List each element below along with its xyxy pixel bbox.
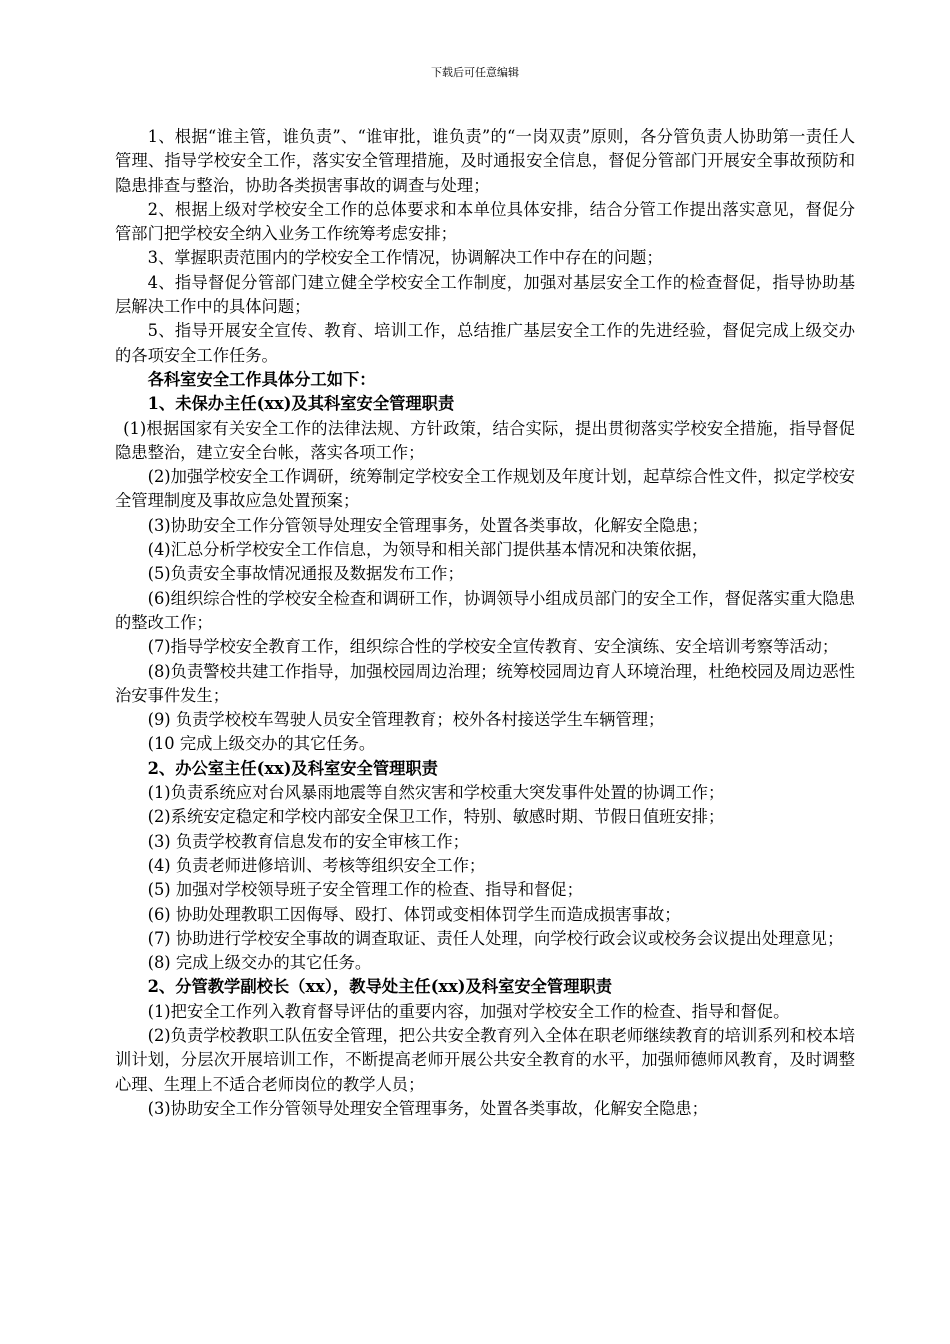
- paragraph: (9) 负责学校校车驾驶人员安全管理教育；校外各村接送学生车辆管理；: [147, 710, 665, 730]
- paragraph: 4、指导督促分管部门建立健全学校安全工作制度，加强对基层安全工作的检查督促，指导协助基层解决工作中的具体问题；: [115, 272, 855, 317]
- section-heading: 1、未保办主任(xx)及其科室安全管理职责: [147, 394, 455, 414]
- paragraph: (1)根据国家有关安全工作的法律法规、方针政策，结合实际，提出贯彻落实学校安全措施，指导督促隐患整治，建立安全台帐，落实各项工作；: [115, 418, 855, 462]
- paragraph: (3)协助安全工作分管领导处理安全管理事务，处置各类事故，化解安全隐患；: [147, 1098, 708, 1118]
- paragraph: (4) 负责老师进修培训、考核等组织安全工作；: [147, 855, 486, 875]
- paragraph: (3) 负责学校教育信息发布的安全审核工作；: [147, 831, 469, 851]
- page-header: 下载后可任意编辑: [431, 66, 519, 79]
- paragraph: (3)协助安全工作分管领导处理安全管理事务，处置各类事故，化解安全隐患；: [147, 515, 708, 535]
- paragraph: (4)汇总分析学校安全工作信息，为领导和相关部门提供基本情况和决策依据，: [147, 540, 708, 560]
- paragraph: (7)指导学校安全教育工作，组织综合性的学校安全宣传教育、安全演练、安全培训考察等活动；: [147, 637, 839, 657]
- section-heading: 2、办公室主任(xx)及科室安全管理职责: [147, 758, 438, 778]
- paragraph: (8) 完成上级交办的其它任务。: [147, 953, 372, 973]
- paragraph: (2)负责学校教职工队伍安全管理，把公共安全教育列入全体在职老师继续教育的培训系列和校本培训计划，分层次开展培训工作，不断提高老师开展公共安全教育的水平，加强师德师风教育，及时调整心理、生理上不适合老师岗位的教学人员；: [115, 1025, 855, 1094]
- paragraph: (6)组织综合性的学校安全检查和调研工作，协调领导小组成员部门的安全工作，督促落实重大隐患的整改工作；: [115, 588, 855, 632]
- paragraph: (7) 协助进行学校安全事故的调查取证、责任人处理，向学校行政会议或校务会议提出处理意见；: [147, 928, 844, 948]
- paragraph: 3、掌握职责范围内的学校安全工作情况，协调解决工作中存在的问题；: [147, 248, 663, 268]
- paragraph: 5、指导开展安全宣传、教育、培训工作，总结推广基层安全工作的先进经验，督促完成上级交办的各项安全工作任务。: [115, 321, 855, 365]
- paragraph: (5) 加强对学校领导班子安全管理工作的检查、指导和督促；: [147, 880, 583, 900]
- paragraph: 1、根据“谁主管，谁负责”、“谁审批，谁负责”的“一岗双责”原则，各分管负责人协助第一责任人管理、指导学校安全工作，落实安全管理措施，及时通报安全信息，督促分管部门开展安全事故预防和隐患排查与整治，协助各类损害事故的调查与处理；: [115, 127, 855, 195]
- paragraph: (1)把安全工作列入教育督导评估的重要内容，加强对学校安全工作的检查、指导和督促。: [147, 1001, 790, 1021]
- paragraph: (2)系统安定稳定和学校内部安全保卫工作，特别、敏感时期、节假日值班安排；: [147, 807, 725, 827]
- paragraph: (1)负责系统应对台风暴雨地震等自然灾害和学校重大突发事件处置的协调工作；: [147, 783, 725, 803]
- section-heading: 2、分管教学副校长（xx），教导处主任(xx)及科室安全管理职责: [147, 977, 613, 997]
- paragraph: (6) 协助处理教职工因侮辱、殴打、体罚或变相体罚学生而造成损害事故；: [147, 904, 681, 924]
- section-heading: 各科室安全工作具体分工如下：: [147, 369, 376, 389]
- paragraph: (2)加强学校安全工作调研，统筹制定学校安全工作规划及年度计划，起草综合性文件，拟定学校安全管理制度及事故应急处置预案；: [115, 467, 855, 511]
- paragraph: (5)负责安全事故情况通报及数据发布工作；: [147, 564, 464, 584]
- paragraph: (10 完成上级交办的其它任务。: [147, 734, 376, 754]
- paragraph: 2、根据上级对学校安全工作的总体要求和本单位具体安排，结合分管工作提出落实意见，督促分管部门把学校安全纳入业务工作统筹考虑安排；: [115, 199, 855, 244]
- document-body: [115, 125, 855, 1121]
- paragraph: (8)负责警校共建工作指导，加强校园周边治理；统筹校园周边育人环境治理，杜绝校园及周边恶性治安事件发生；: [115, 661, 855, 705]
